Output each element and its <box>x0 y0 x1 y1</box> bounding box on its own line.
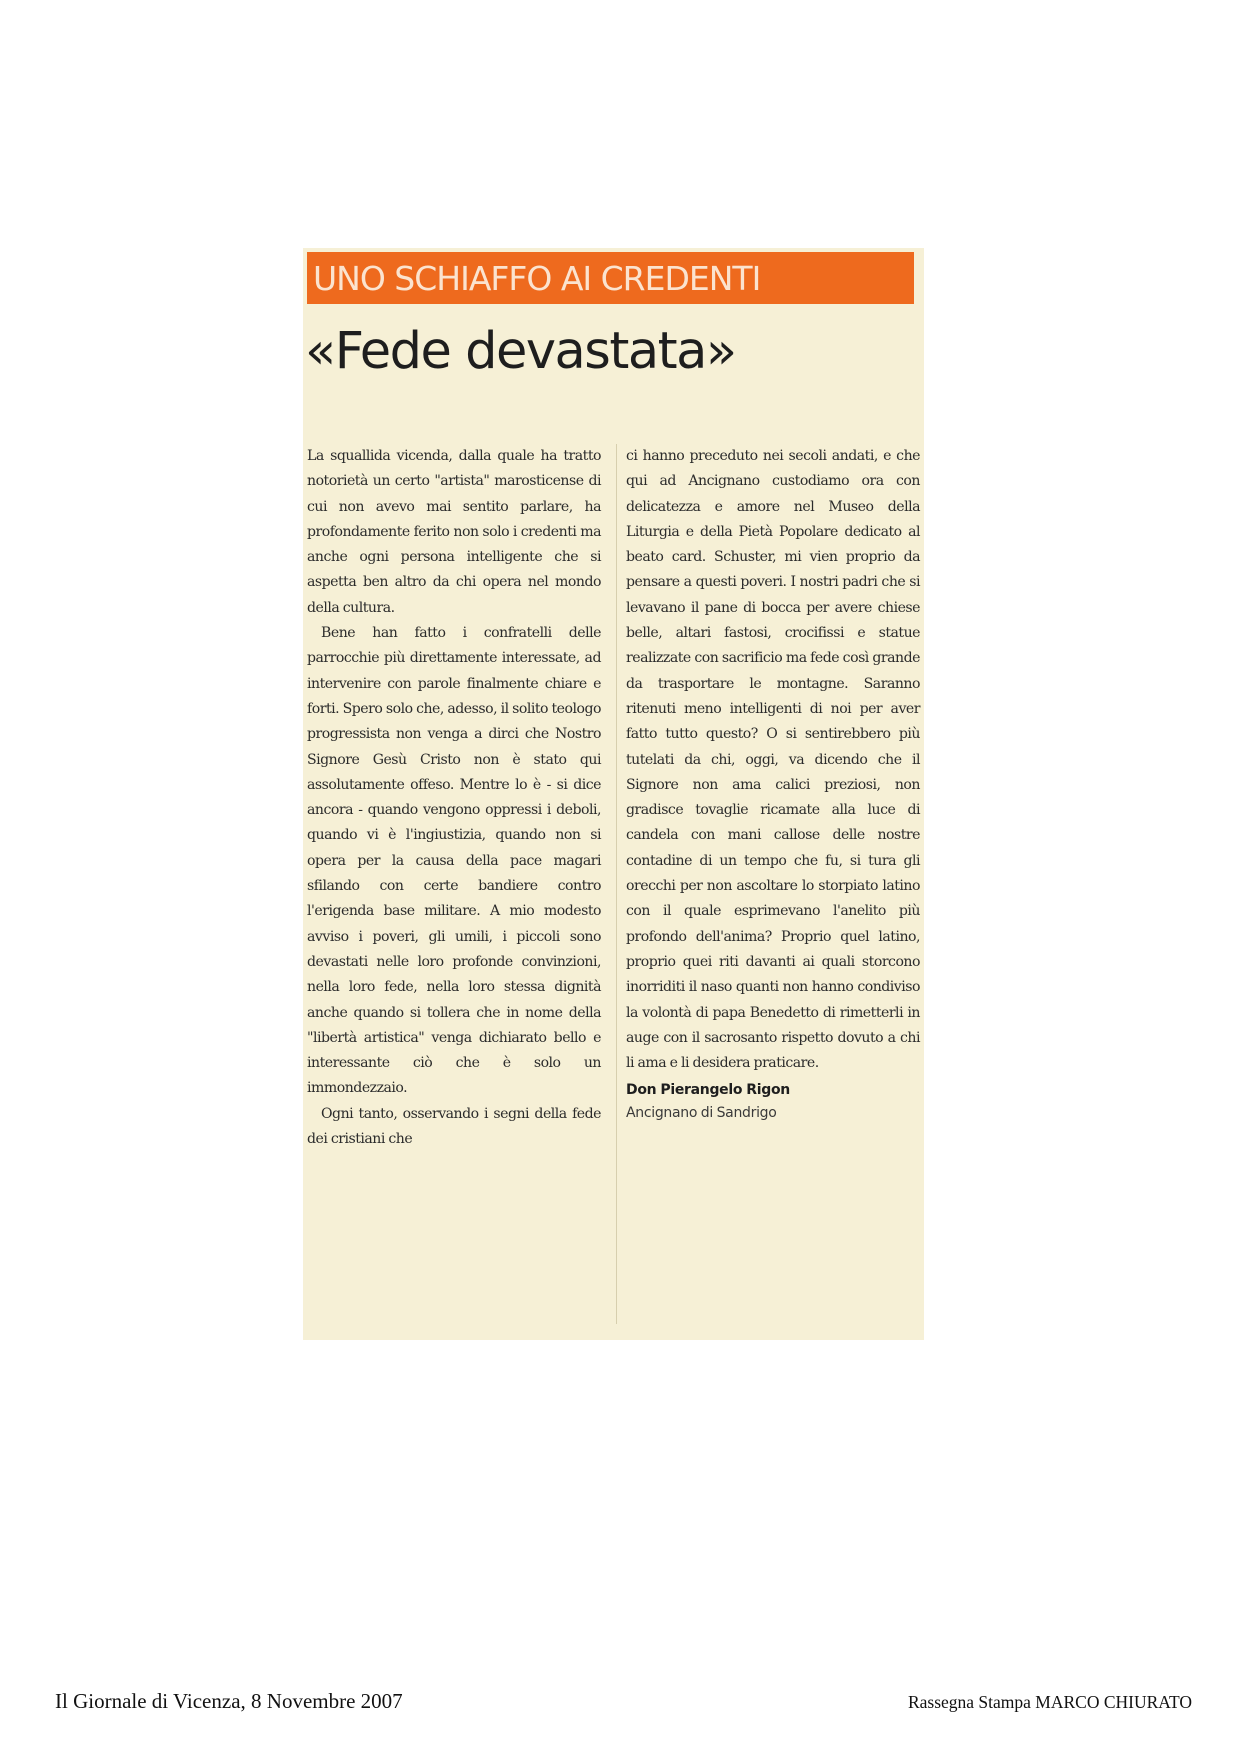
author-signature: Don Pierangelo Rigon <box>626 1082 790 1099</box>
footer-review-credit: Rassegna Stampa MARCO CHIURATO <box>907 1692 1192 1712</box>
article-column-right <box>626 444 920 1124</box>
column-divider <box>616 444 617 1324</box>
author-location: Ancignano di Sandrigo <box>626 1105 777 1122</box>
article-paragraph: ci hanno preceduto nei secoli andati, e che qui ad Ancignano custodiamo ora con delicatezza e amore nel Museo della Liturgia e della Pietà Popolare dedicato al beato card. Schuster, mi vien proprio da pensare a questi poveri. I nostri padri che si levavano il pane di bocca per avere chiese belle, altari fastosi, crocifissi e statue realizzate con sacrificio ma fede così grande da trasportare le montagne. Saranno ritenuti meno intelligenti di noi per aver fatto tutto questo? O si sentirebbero più tutelati da chi, oggi, va dicendo che il Signore non ama calici preziosi, non gradisce tovaglie ricamate alla luce di candela con mani callose delle nostre contadine di un tempo che fu, si tura gli orecchi per non ascoltare lo storpiato latino con il quale esprimevano l'anelito più profondo dell'anima? Proprio quel latino, proprio quei riti davanti ai quali storcono inorriditi il naso quanti non hanno condiviso la volontà di papa Benedetto di rimetterli in auge con il sacrosanto rispetto dovuto a chi li ama e li desidera praticare. <box>626 448 920 1072</box>
newspaper-clipping <box>303 248 924 1340</box>
footer-source: Il Giornale di Vicenza, 8 Novembre 2007 <box>55 1689 403 1713</box>
article-paragraph: Bene han fatto i confratelli delle parrocchie più direttamente interessate, ad intervenire con parole finalmente chiare e forti. Spero solo che, adesso, il solito teologo progressista non venga a dirci che Nostro Signore Gesù Cristo non è stato qui assolutamente offeso. Mentre lo è - si dice ancora - quando vengono oppressi i deboli, quando vi è l'ingiustizia, quando non si opera per la causa della pace magari sfilando con certe bandiere contro l'erigenda base militare. A mio modesto avviso i poveri, gli umili, i piccoli sono devastati nelle loro profonde convinzioni, nella loro fede, nella loro stessa dignità anche quando si tollera che in nome della "libertà artistica" venga dichiarato bello e interessante ciò che è solo un immondezzaio. <box>307 625 601 1097</box>
article-column-left <box>307 444 601 1152</box>
kicker-text: UNO SCHIAFFO AI CREDENTI <box>313 258 761 298</box>
article-headline: «Fede devastata» <box>305 322 736 381</box>
article-paragraph: La squallida vicenda, dalla quale ha tratto notorietà un certo "artista" marosticense di cui non avevo mai sentito parlare, ha profondamente ferito non solo i credenti ma anche ogni persona intelligente che si aspetta ben altro da chi opera nel mondo della cultura. <box>307 448 601 616</box>
article-paragraph: Ogni tanto, osservando i segni della fede dei cristiani che <box>307 1105 601 1148</box>
kicker-banner <box>307 252 914 304</box>
